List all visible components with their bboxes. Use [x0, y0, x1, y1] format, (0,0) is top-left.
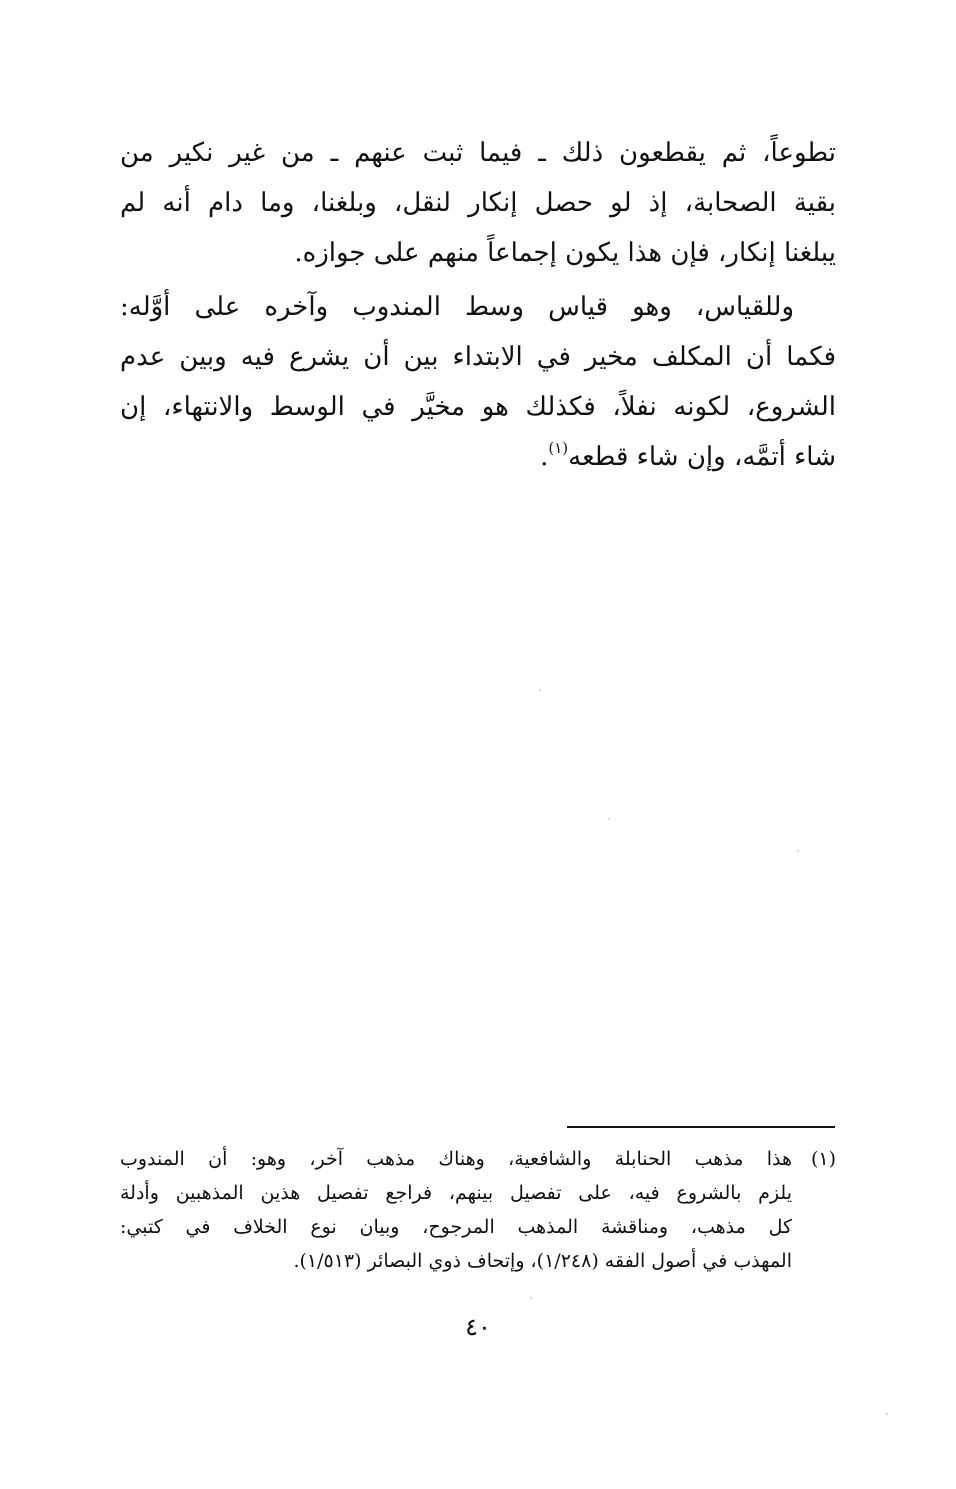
sentence-end: . [540, 442, 549, 472]
paragraph-1 [120, 128, 836, 278]
text-line-with-footnote [120, 432, 836, 482]
text-line: الشروع، لكونه نفلاً، فكذلك هو مخيَّر في الوسط والانتهاء، إن [120, 392, 836, 422]
page-number: ٤٠ [465, 1313, 491, 1341]
text-line: يبلغنا إنكار، فإن هذا يكون إجماعاً منهم على جوازه. [294, 238, 836, 268]
footnote-number: (١) [810, 1148, 836, 1170]
footnote-1 [120, 1142, 836, 1278]
footnote-text [120, 1142, 792, 1278]
text-line: بقية الصحابة، إذ لو حصل إنكار لنقل، وبلغنا، وما دام أنه لم [120, 188, 836, 218]
footnote-reference[interactable]: (١) [548, 439, 569, 457]
scan-speck [608, 818, 610, 820]
footnote-line: المهذب في أصول الفقه (١/٢٤٨)، وإتحاف ذوي البصائر (١/٥١٣). [293, 1250, 792, 1272]
footnote-line: كل مذهب، ومناقشة المذهب المرجوح، وبيان نوع الخلاف في كتبي: [120, 1216, 792, 1238]
footnote-line: يلزم بالشروع فيه، على تفصيل بينهم، فراجع تفصيل هذين المذهبين وأدلة [120, 1182, 792, 1204]
paragraph-2 [120, 282, 836, 482]
text-line: فكما أن المكلف مخير في الابتداء بين أن يشرع فيه وبين عدم [120, 342, 837, 372]
scan-speck [530, 1297, 532, 1299]
text-line: تطوعاً، ثم يقطعون ذلك ـ فيما ثبت عنهم ـ من غير نكير من [120, 138, 836, 168]
text-line: وللقياس، وهو قياس وسط المندوب وآخره على أوَّله: [120, 292, 794, 322]
scan-speck [539, 689, 541, 691]
footnote-line: هذا مذهب الحنابلة والشافعية، وهناك مذهب آخر، وهو: أن المندوب [120, 1148, 792, 1170]
scan-speck [886, 1413, 888, 1415]
scan-speck [797, 850, 799, 852]
main-text [120, 128, 836, 482]
footnotes [120, 1142, 836, 1278]
footnote-separator [567, 1126, 835, 1128]
text-fragment: شاء أتمَّه، وإن شاء قطعه [568, 442, 836, 472]
